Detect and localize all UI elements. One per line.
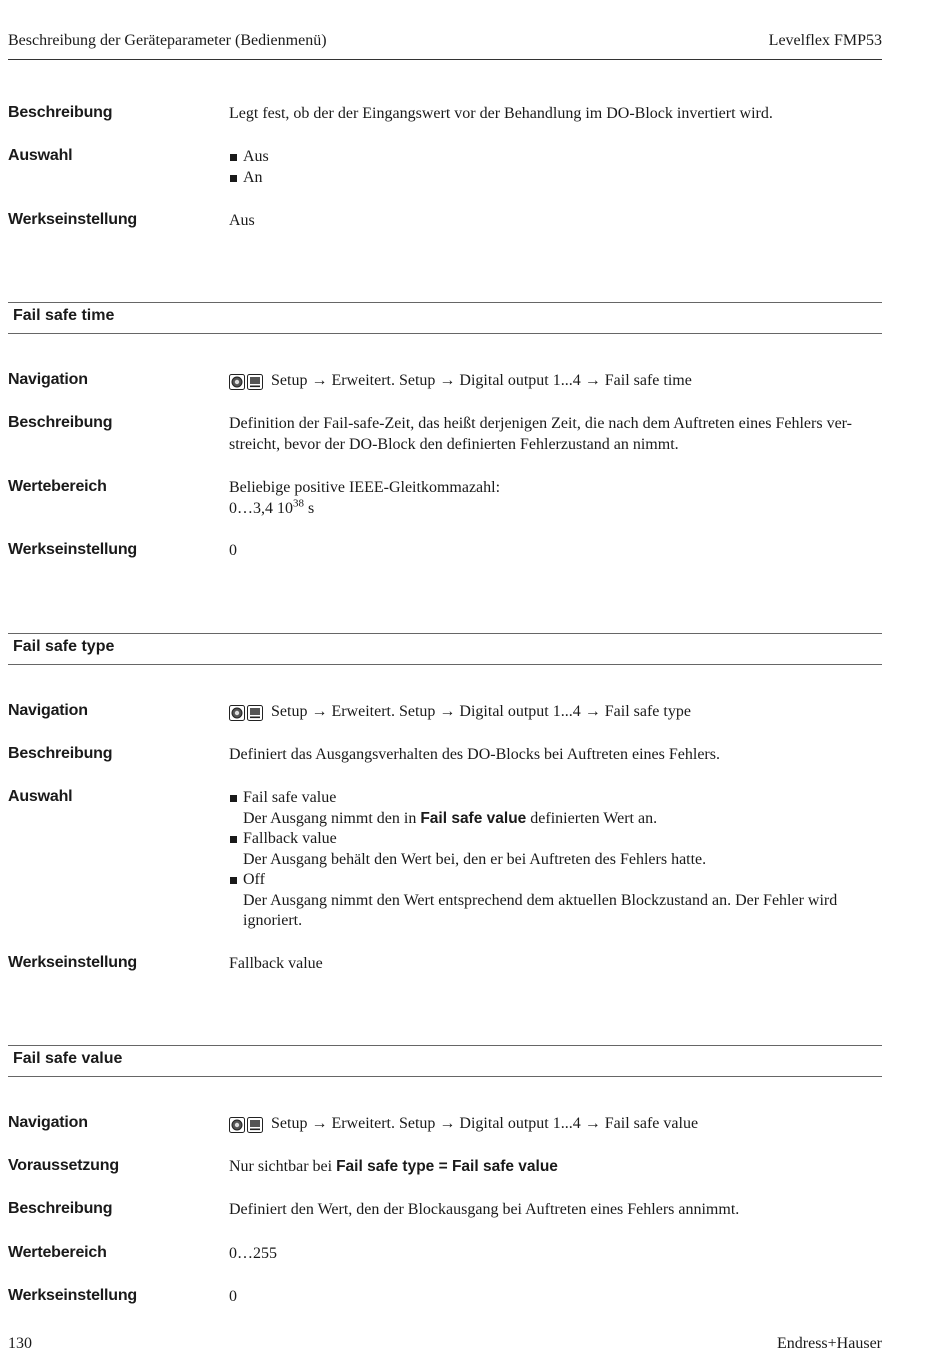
wertebereich-value: Beliebige positive IEEE-Gleitkommazahl: 0…3,4 $10^{38}$ s — [229, 479, 501, 517]
werkseinstellung-value: Fallback value — [229, 955, 323, 972]
list-item: Fallback value Der Ausgang behält den Wert bei, den er bei Auftreten des Fehlers hatte. — [229, 829, 879, 870]
beschreibung-label: Beschreibung — [8, 1200, 113, 1217]
operation-key-icon — [229, 705, 245, 721]
beschreibung-text: Definiert das Ausgangsverhalten des DO-Blocks bei Auftreten eines Fehlers. — [229, 746, 720, 763]
nav-icons — [229, 1117, 265, 1138]
page-number: 130 — [8, 1335, 32, 1352]
list-item: Aus — [229, 147, 879, 168]
beschreibung-text: Definition der Fail-safe-Zeit, das heißt derjenigen Zeit, die nach dem Auftreten eines Fehlers ver- streicht, bevor der DO-Block den definierten Fehlerzustand an nimmt. — [229, 415, 853, 453]
auswahl-label: Auswahl — [8, 788, 73, 805]
nav-icons — [229, 374, 265, 395]
section-title-fail-safe-value: Fail safe value — [13, 1050, 123, 1067]
beschreibung-label: Beschreibung — [8, 104, 113, 121]
werkseinstellung-value: 0 — [229, 542, 237, 559]
bullet-icon — [230, 175, 237, 182]
auswahl-list — [229, 147, 879, 188]
werkseinstellung-label: Werkseinstellung — [8, 541, 137, 558]
bullet-icon — [230, 154, 237, 161]
auswahl-list — [229, 788, 879, 932]
voraussetzung-text: Nur sichtbar bei Fail safe type = Fail safe value — [229, 1158, 558, 1175]
navigation-path: Setup → Erweitert. Setup → Digital output 1...4 → Fail safe time — [229, 371, 879, 395]
navigation-label: Navigation — [8, 371, 88, 388]
bullet-icon — [230, 877, 237, 884]
voraussetzung-label: Voraussetzung — [8, 1157, 119, 1174]
section-rule-top — [8, 1045, 882, 1046]
display-icon — [247, 374, 263, 390]
bullet-icon — [230, 836, 237, 843]
display-icon — [247, 1117, 263, 1133]
list-item: Off Der Ausgang nimmt den Wert entsprechend dem aktuellen Blockzustand an. Der Fehler wird ignoriert. — [229, 870, 879, 932]
beschreibung-text: Legt fest, ob der der Eingangswert vor der Behandlung im DO-Block invertiert wird. — [229, 105, 773, 122]
navigation-label: Navigation — [8, 1114, 88, 1131]
navigation-label: Navigation — [8, 702, 88, 719]
beschreibung-label: Beschreibung — [8, 414, 113, 431]
werkseinstellung-value: Aus — [229, 212, 255, 229]
section-rule-top — [8, 633, 882, 634]
footer-brand: Endress+Hauser — [777, 1335, 882, 1352]
nav-icons — [229, 705, 265, 726]
section-rule-bottom — [8, 664, 882, 665]
wertebereich-value: 0…255 — [229, 1245, 277, 1262]
section-rule-bottom — [8, 1076, 882, 1077]
wertebereich-label: Wertebereich — [8, 1244, 107, 1261]
navigation-path: Setup → Erweitert. Setup → Digital output 1...4 → Fail safe value — [229, 1114, 879, 1138]
auswahl-label: Auswahl — [8, 147, 73, 164]
list-item: An — [229, 168, 879, 189]
wertebereich-label: Wertebereich — [8, 478, 107, 495]
beschreibung-text: Definiert den Wert, den der Blockausgang bei Auftreten eines Fehlers annimmt. — [229, 1201, 740, 1218]
beschreibung-label: Beschreibung — [8, 745, 113, 762]
section-rule-bottom — [8, 333, 882, 334]
werkseinstellung-label: Werkseinstellung — [8, 954, 137, 971]
werkseinstellung-label: Werkseinstellung — [8, 211, 137, 228]
navigation-path: Setup → Erweitert. Setup → Digital output 1...4 → Fail safe type — [229, 702, 879, 726]
section-rule-top — [8, 302, 882, 303]
header-rule — [8, 59, 882, 60]
operation-key-icon — [229, 1117, 245, 1133]
section-title-fail-safe-type: Fail safe type — [13, 638, 115, 655]
section-title-fail-safe-time: Fail safe time — [13, 307, 115, 324]
bullet-icon — [230, 795, 237, 802]
header-product: Levelflex FMP53 — [768, 32, 882, 49]
list-item: Fail safe value Der Ausgang nimmt den in Fail safe value definierten Wert an. — [229, 788, 879, 829]
header-title: Beschreibung der Geräteparameter (Bedienmenü) — [8, 32, 327, 49]
display-icon — [247, 705, 263, 721]
werkseinstellung-value: 0 — [229, 1288, 237, 1305]
werkseinstellung-label: Werkseinstellung — [8, 1287, 137, 1304]
operation-key-icon — [229, 374, 245, 390]
